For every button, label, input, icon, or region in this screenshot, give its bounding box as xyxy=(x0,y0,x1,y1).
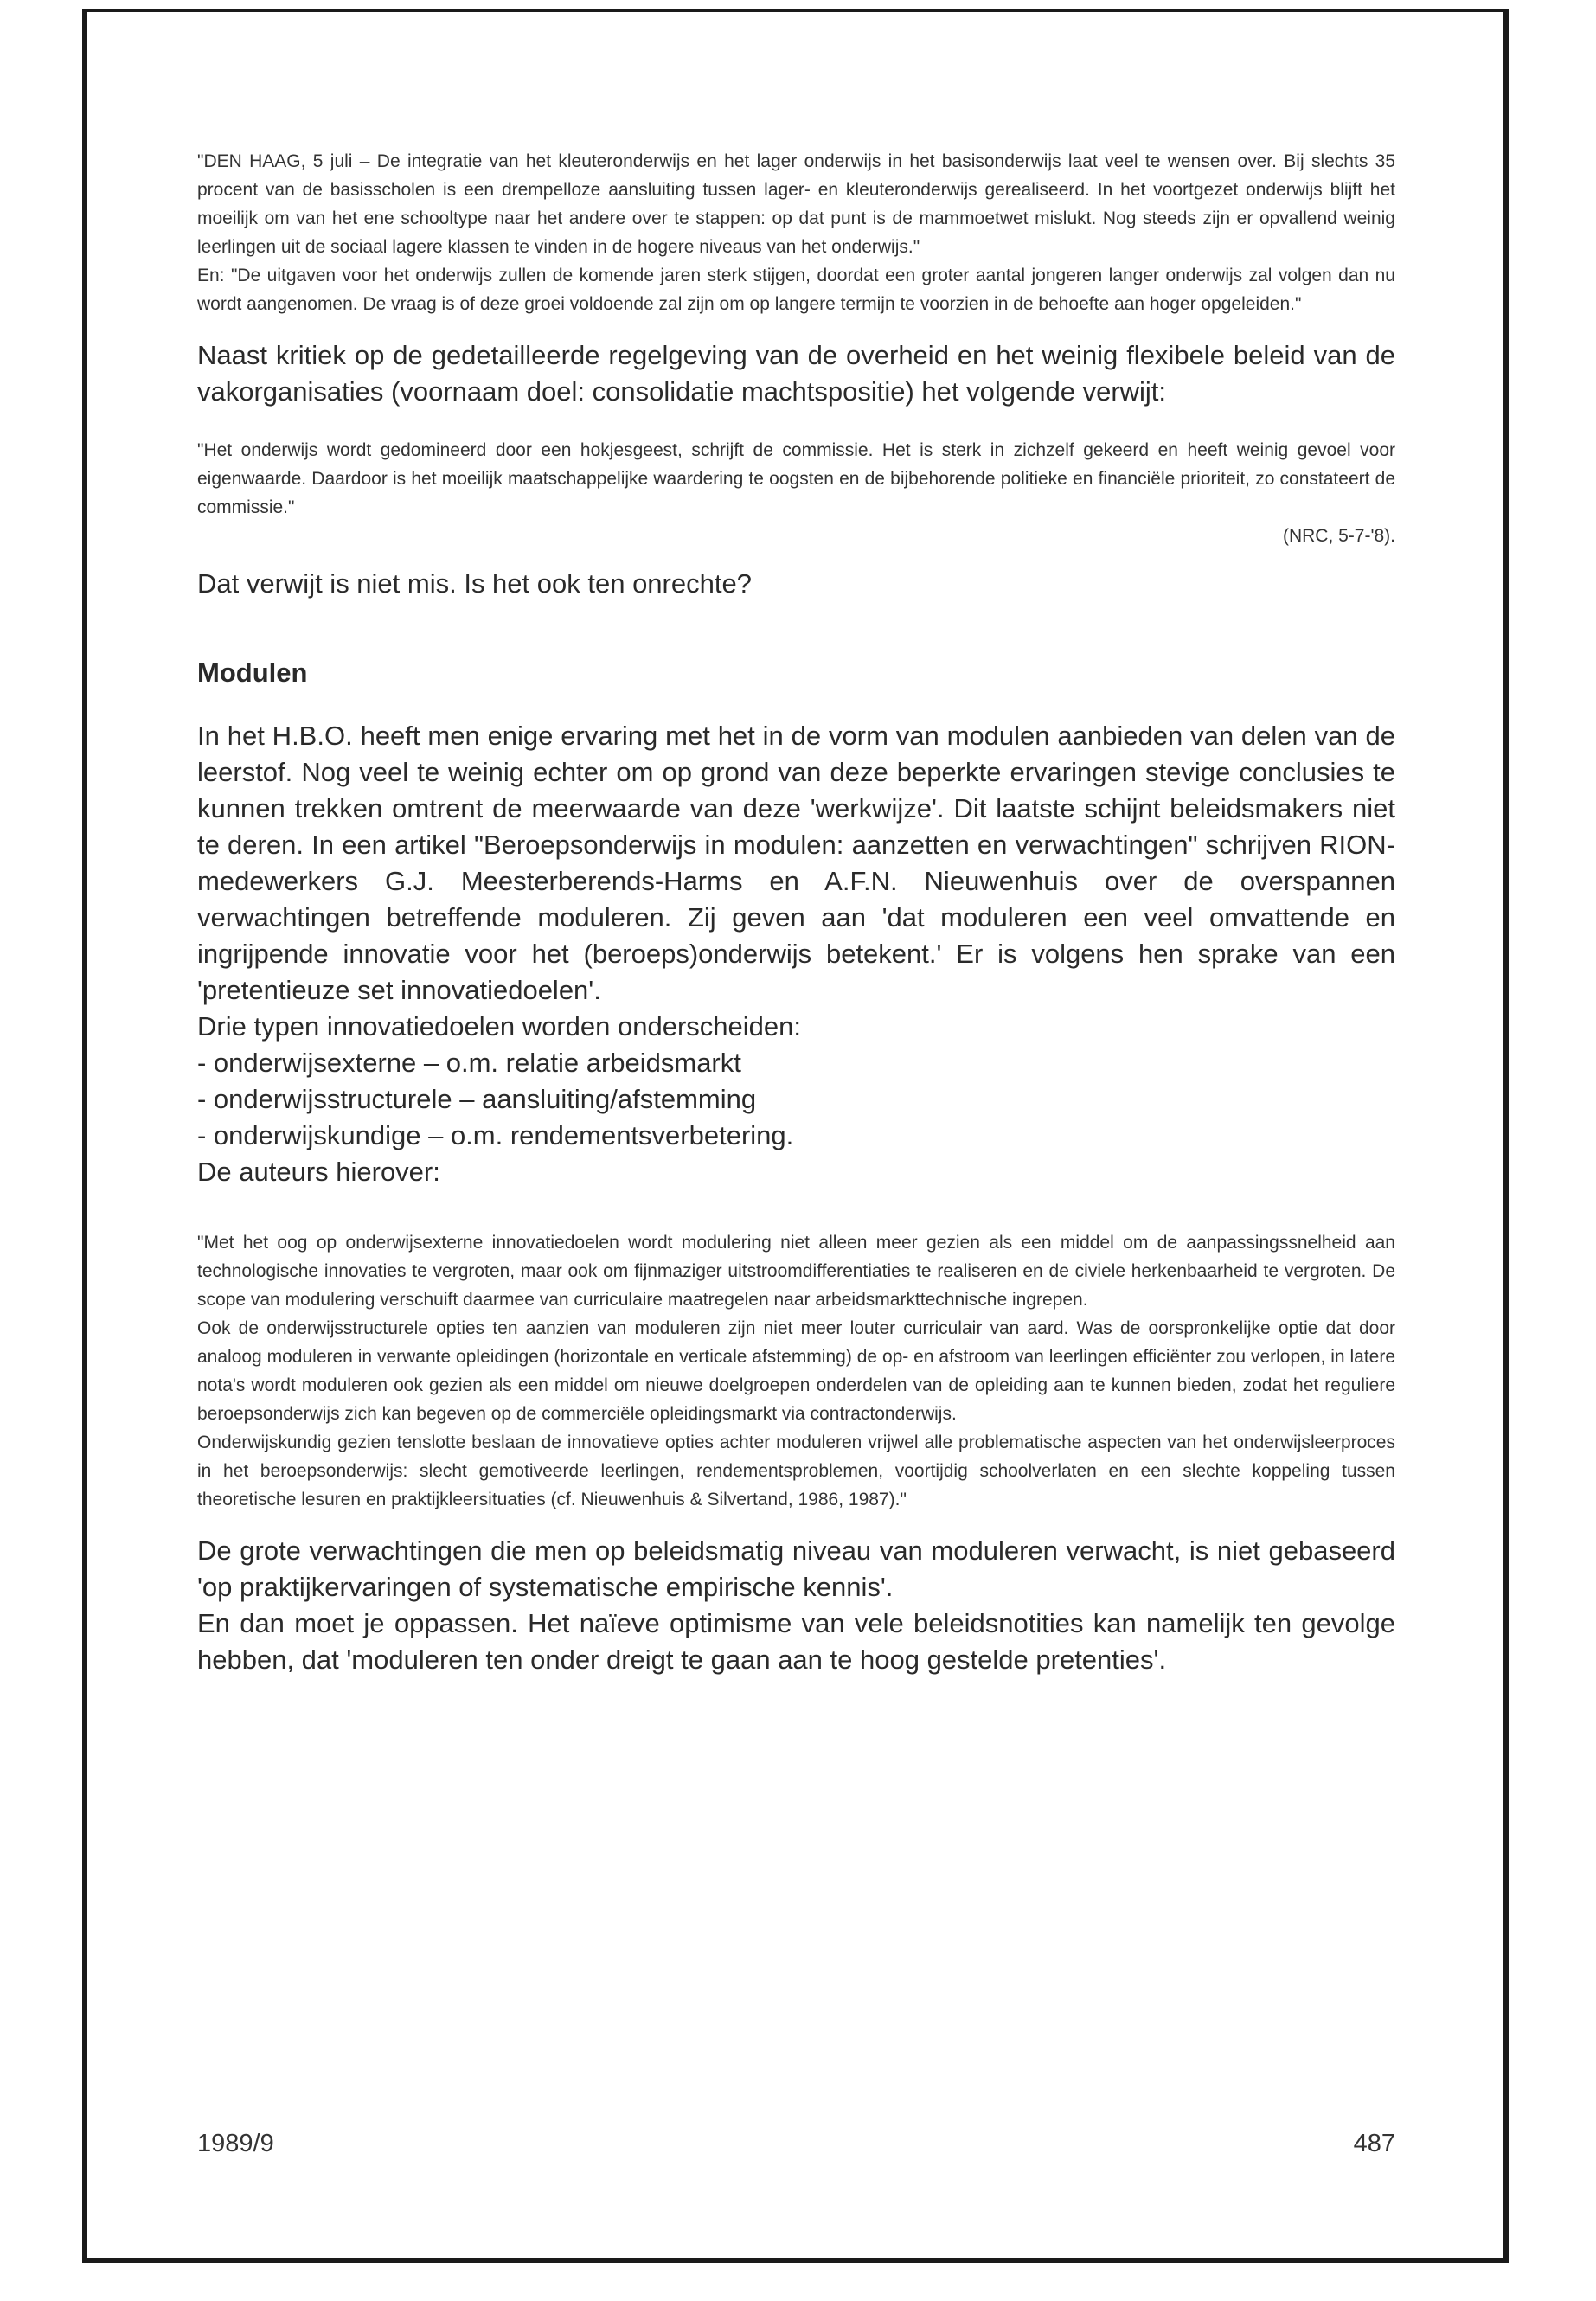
quote-modulering-para-1: "Met het oog op onderwijsexterne innovatiedoelen wordt modulering niet alleen meer gezien als een middel om de aanpassingssnelheid aan technologische innovaties te vergroten, maar ook om fijnmaziger uitstroomdifferentiaties te realiseren en de civiele herkenbaarheid te vergroten. De scope van modulering verschuift daarmee van curriculaire maatregelen naar arbeidsmarkttechnische ingrepen. xyxy=(197,1233,1395,1310)
body-paragraph-auteurs-text: De auteurs hierover: xyxy=(197,1157,440,1187)
scan-border-right xyxy=(1503,9,1509,2263)
body-paragraph-kritiek-text: Naast kritiek op de gedetailleerde regelgeving van de overheid en het weinig flexibele beleid van de vakorganisaties (voornaam doel: consolidatie machtspositie) het volgende verwijt: xyxy=(197,340,1395,407)
page-number: 487 xyxy=(1353,2130,1395,2157)
quote-den-haag-para-2: En: "De uitgaven voor het onderwijs zullen de komende jaren sterk stijgen, doordat een groter aantal jongeren langer onderwijs zal volgen dan nu wordt aangenomen. De vraag is of deze groei voldoende zal zijn om op langere termijn te voorzien in de behoefte aan hoger opgeleiden." xyxy=(197,266,1395,314)
scan-border-bottom xyxy=(82,2258,1509,2263)
page-content xyxy=(197,147,1395,1678)
body-paragraph-verwachtingen-text: De grote verwachtingen die men op beleidsmatig niveau van moduleren verwacht, is niet gebaseerd 'op praktijkervaringen of systematische empirische kennis'. xyxy=(197,1535,1395,1602)
body-paragraph-oppassen: En dan moet je oppassen. Het naïeve optimisme van vele beleidsnotities kan namelijk ten gevolge hebben, dat 'moduleren ten onder dreigt te gaan aan te hoog gestelde pretenties'. xyxy=(197,1608,1395,1675)
quote-modulering-para-3: Onderwijskundig gezien tenslotte beslaan de innovatieve opties achter moduleren vrijwel alle problematische aspecten van het onderwijsleerproces in het beroepsonderwijs: slecht gemotiveerde leerlingen, rendementsproblemen, voortijdig schoolverlaten en een slechte koppeling tussen theoretische lesuren en praktijkleersituaties (cf. Nieuwenhuis & Silvertand, 1986, 1987)." xyxy=(197,1433,1395,1509)
quote-commissie xyxy=(197,436,1395,522)
section-heading-modulen: Modulen xyxy=(197,657,308,688)
quote-modulering-para-2: Ook de onderwijsstructurele opties ten aanzien van moduleren zijn niet meer louter curriculair van aard. Was de oorspronkelijke optie dat door analoog moduleren in verwante opleidingen (horizontale en verticale afstemming) de op- en afstroom van leerlingen efficiënter zou verlopen, in latere nota's wordt moduleren ook gezien als een middel om nieuwe doelgroepen onderdelen van de opleiding aan te kunnen bieden, zodat het reguliere beroepsonderwijs zich kan begeven op de commerciële opleidingsmarkt via contractonderwijs. xyxy=(197,1318,1395,1424)
body-paragraph-verwachtingen xyxy=(197,1533,1395,1678)
quote-den-haag-para-1: "DEN HAAG, 5 juli – De integratie van het kleuteronderwijs en het lager onderwijs in het basisonderwijs laat veel te wensen over. Bij slechts 35 procent van de basisscholen is een drempelloze aansluiting tussen lager- en kleuteronderwijs gerealiseerd. In het voortgezet onderwijs blijft het moeilijk om van het ene schooltype naar het andere over te stappen: op dat punt is de mammoetwet mislukt. Nog steeds zijn er opvallend weinig leerlingen uit de sociaal lagere klassen te vinden in de hogere niveaus van het onderwijs." xyxy=(197,151,1395,257)
innovation-goals-list xyxy=(197,1045,1395,1154)
body-paragraph-auteurs xyxy=(197,1154,1395,1190)
quote-den-haag xyxy=(197,147,1395,318)
body-paragraph-hbo xyxy=(197,718,1395,1045)
list-item: - onderwijsexterne – o.m. relatie arbeidsmarkt xyxy=(197,1048,741,1078)
scan-border-left xyxy=(82,9,87,2258)
scan-border-top xyxy=(82,9,1509,12)
body-paragraph-innovatiedoelen: Drie typen innovatiedoelen worden onderscheiden: xyxy=(197,1011,801,1042)
quote-modulering xyxy=(197,1228,1395,1514)
body-paragraph-kritiek xyxy=(197,337,1395,410)
body-paragraph-verwijt xyxy=(197,566,1395,602)
list-item: - onderwijsstructurele – aansluiting/afstemming xyxy=(197,1084,757,1114)
quote-commissie-text: "Het onderwijs wordt gedomineerd door een hokjesgeest, schrijft de commissie. Het is sterk in zichzelf gekeerd en heeft weinig gevoel voor eigenwaarde. Daardoor is het moeilijk maatschappelijke waardering te oogsten en de bijbehorende politieke en financiële prioriteit, zo constateert de commissie." xyxy=(197,440,1395,517)
body-paragraph-verwijt-text: Dat verwijt is niet mis. Is het ook ten onrechte? xyxy=(197,568,752,599)
issue-number: 1989/9 xyxy=(197,2130,274,2157)
body-paragraph-hbo-text: In het H.B.O. heeft men enige ervaring met het in de vorm van modulen aanbieden van delen van de leerstof. Nog veel te weinig echter om op grond van deze beperkte ervaringen stevige conclusies te kunnen trekken omtrent de meerwaarde van deze 'werkwijze'. Dit laatste schijnt beleidsmakers niet te deren. In een artikel "Beroepsonderwijs in modulen: aanzetten en verwachtingen" schrijven RION-medewerkers G.J. Meesterberends-Harms en A.F.N. Nieuwenhuis over de overspannen verwachtingen betreffende moduleren. Zij geven aan 'dat moduleren een veel omvattende en ingrijpende innovatie voor het (beroeps)onderwijs betekent.' Er is volgens hen sprake van een 'pretentieuze set innovatiedoelen'. xyxy=(197,721,1395,1005)
citation-nrc: (NRC, 5-7-'8). xyxy=(1282,526,1395,546)
list-item: - onderwijskundige – o.m. rendementsverbetering. xyxy=(197,1120,794,1150)
